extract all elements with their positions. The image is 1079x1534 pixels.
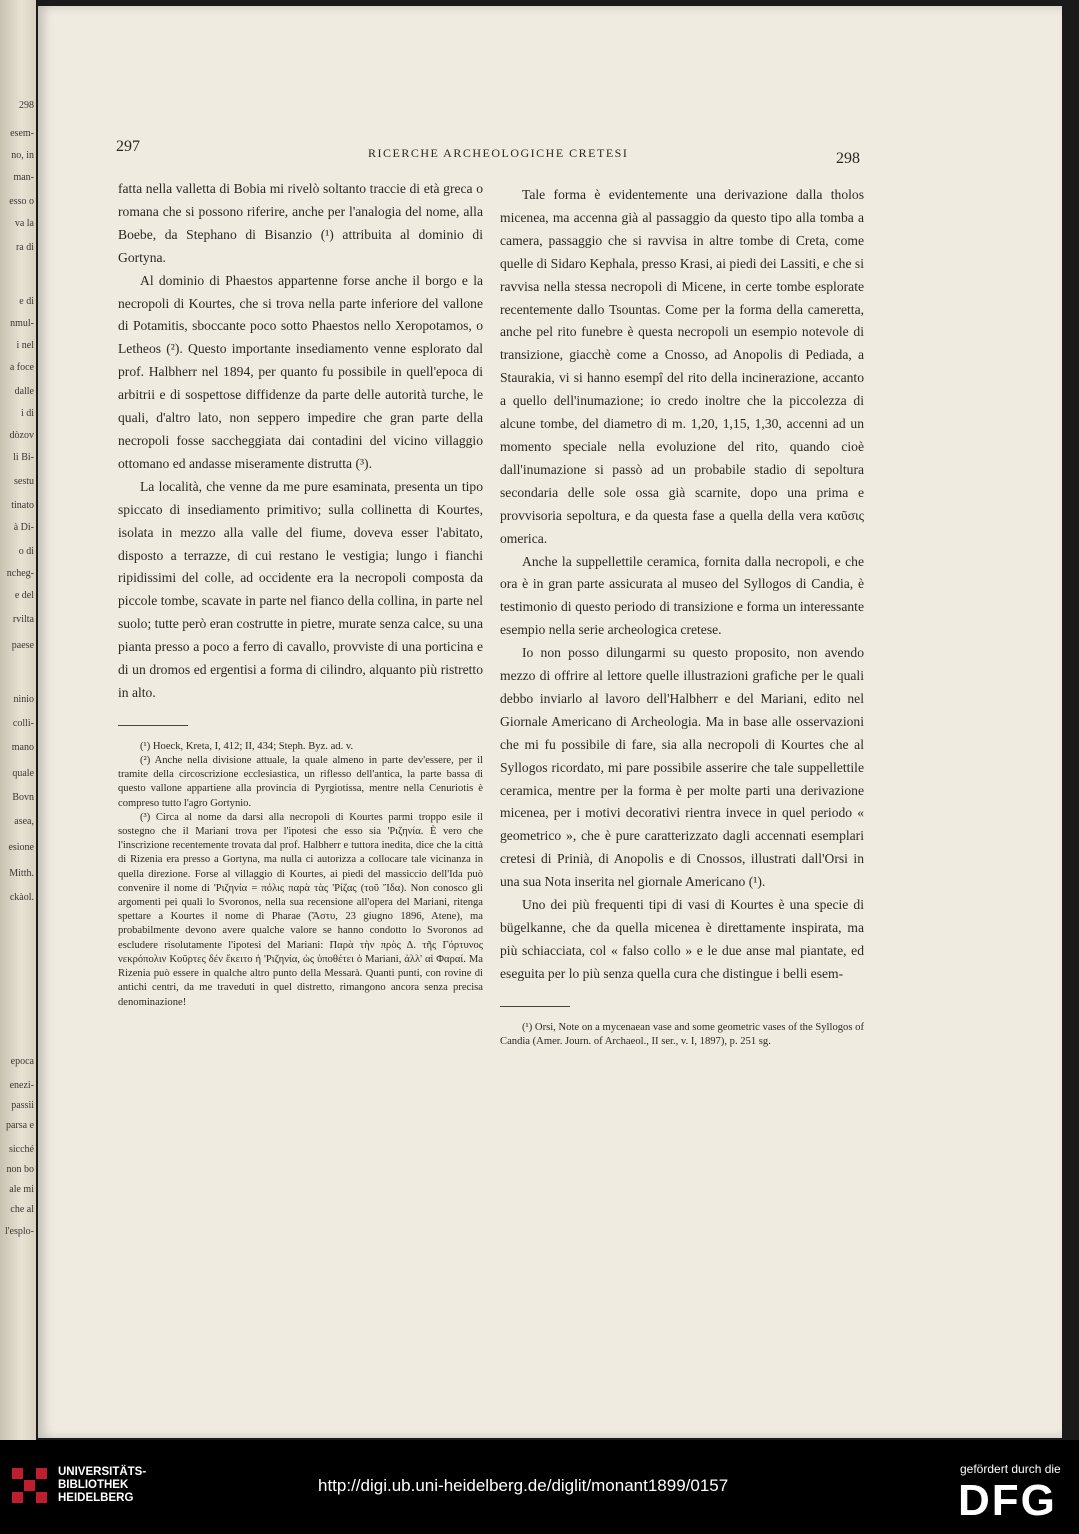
prev-page-fragment: à Di- bbox=[13, 522, 34, 533]
prev-page-fragment: i di bbox=[20, 408, 34, 419]
dfg-logo[interactable]: DFG bbox=[958, 1476, 1057, 1525]
funding-caption: gefördert durch die bbox=[960, 1462, 1061, 1476]
prev-page-fragment: Bovn bbox=[12, 792, 34, 803]
prev-page-fragment: paese bbox=[11, 640, 34, 651]
paragraph: Io non posso dilungarmi su questo proposito, non avendo mezzo di offrire al lettore quelle illustrazioni grafiche per le quali debbo inviarlo al lavoro dell'Halbherr e del Mariani, edito nel Giornale Americano di Archeologia. Ma in base alle osservazioni che mi fu possibile di fare, sia alla necropoli di Kourtes che al Syllogos ricordato, mi pare possibile asserire che tale suppellettile ceramica, mentre per la forma è per molte parti una derivazione micenea, per i motivi decorativi rientra invece in quel periodo « geometrico », che è pure caratterizzato dagli accennati esemplari cretesi di Prinià, di Anopolis e di Cnossos, illustrati dall'Orsi in una sua Nota inserita nel giornale Americano (¹). bbox=[500, 645, 864, 890]
right-page-number: 298 bbox=[836, 150, 860, 167]
running-head: RICERCHE ARCHEOLOGICHE CRETESI bbox=[368, 146, 629, 160]
footnote: (¹) Orsi, Note on a mycenaean vase and some geometric vases of the Syllogos of Candia (Amer. Journ. of Archaeol., II ser., v. I, 1897), p. 251 sg. bbox=[500, 1021, 864, 1047]
library-logo[interactable] bbox=[12, 1466, 146, 1505]
left-page-number: 297 bbox=[116, 138, 140, 155]
prev-page-fragment: ncheg- bbox=[6, 568, 34, 579]
prev-page-fragment: quale bbox=[12, 768, 34, 779]
right-column bbox=[500, 184, 864, 1049]
permalink-url[interactable]: http://digi.ub.uni-heidelberg.de/diglit/monant1899/0157 bbox=[318, 1476, 729, 1495]
prev-page-fragment: o di bbox=[18, 546, 34, 557]
prev-page-fragment: asea, bbox=[14, 816, 34, 827]
footnote-rule bbox=[500, 1006, 570, 1007]
prev-page-fragment: dalle bbox=[14, 386, 34, 397]
prev-page-fragment: non bo bbox=[6, 1164, 34, 1175]
footnote: (¹) Hoeck, Kreta, I, 412; II, 434; Steph. Byz. ad. v. bbox=[140, 740, 354, 752]
prev-page-fragment: Mitth. bbox=[9, 868, 34, 879]
prev-page-fragment: esem- bbox=[10, 128, 34, 139]
prev-page-fragment: li Bi- bbox=[13, 452, 34, 463]
prev-page-fragment: e del bbox=[14, 590, 34, 601]
paragraph: La località, che venne da me pure esaminata, presenta un tipo spiccato di insediamento primitivo; sulla collinetta di Kourtes, isolata in mezzo alla valle del fiume, doveva esser l'abitato, disposto a terrazze, di cui restano le vestigia; lungo i fianchi ripidissimi del colle, ad occidente era la necropoli composta da piccole tombe, scavate in parte nel fianco della collina, in parte nel suolo; tutte però eran costrutte in pietre, murate senza calce, su una pianta presso a poco a ferro di cavallo, provviste di una porticina e di un dromos ed ergentisi a forma di cilindro, alquanto più ristretto in alto. bbox=[118, 478, 484, 700]
prev-page-fragment: passii bbox=[11, 1100, 34, 1111]
prev-page-fragment: epoca bbox=[10, 1056, 34, 1067]
left-column bbox=[118, 178, 483, 1010]
page-header bbox=[38, 134, 1062, 167]
prev-page-fragment: rvilta bbox=[12, 614, 34, 625]
prev-page-fragment: mano bbox=[11, 742, 34, 753]
prev-page-fragment: nmul- bbox=[10, 318, 34, 329]
previous-page-edge bbox=[0, 0, 36, 1440]
prev-page-fragment: ninio bbox=[13, 694, 34, 705]
prev-page-fragment: ra di bbox=[15, 242, 34, 253]
prev-page-fragment: l'esplo- bbox=[4, 1226, 34, 1237]
prev-page-fragment: ale mi bbox=[9, 1184, 34, 1195]
prev-page-fragment: colli- bbox=[12, 718, 34, 729]
footnote-rule bbox=[118, 725, 188, 726]
prev-page-fragment: parsa e bbox=[5, 1120, 34, 1131]
prev-page-fragment: dòzov bbox=[9, 430, 34, 441]
prev-page-fragment: e di bbox=[19, 296, 34, 307]
library-name: UNIVERSITÄTS- BIBLIOTHEK HEIDELBERG bbox=[58, 1466, 147, 1504]
book-page bbox=[38, 6, 1062, 1438]
prev-page-fragment: va la bbox=[14, 218, 34, 229]
prev-page-fragment: man- bbox=[13, 172, 34, 183]
ub-logo-icon bbox=[12, 1468, 48, 1504]
prev-page-fragment: esso o bbox=[9, 196, 34, 207]
footnote: (³) Circa al nome da darsi alla necropoli di Kourtes parmi troppo esile il sostegno che il Mariani trova per l'ipotesi che esso sia 'Ριζηνία. È vero che l'inscrizione recentemente trovata dal prof. Halbherr e tuttora inedita, dice che la città di Rizenia era presso a Gortyna, ma nulla ci autorizza a collocare tale vicinanza in quella direzione. Forse al villaggio di Kourtes, ai piedi del massiccio dell'Ida può convenire il nome di 'Ριζηνία = πόλις παρὰ τὰς 'Ρίζας (τοῦ Ἴδα). Non conosco gli argomenti pei quali lo Svoronos, nella sua recensione all'opera del Mariani, ritenga spettare a Kourtes il nome di Pharae (Ἄστυ, 23 giugno 1896, Atene), ma probabilmente devono avere qualche valore se hanno condotto lo Svoronos ad escludere risolutamente l'ipotesi del Mariani: Παρὰ τὴν πρὸς Δ. τῆς Γόρτυνος νεκρόπολιν Κοῦρτες δέν ἔκειτο ἡ 'Ριζηνία, ὡς ὑποθέτει ὁ Mariani, ἀλλ' αἱ Φαραί. Ma Rizenia può essere in qualche altro punto della Messarà. Quanti punti, con rovine di antichi centri, da me traveduti in quel distretto, rimangono ancora senza precisa denominazione! bbox=[118, 811, 483, 1008]
prev-page-fragment: enezi- bbox=[9, 1080, 34, 1091]
paragraph: Tale forma è evidentemente una derivazione dalla tholos micenea, ma accenna già al passaggio da questo tipo alla tomba a camera, passaggio che si ravvisa in altre tombe di Creta, come quelle di Sidaro Kephala, presso Krasi, ai piedi dei Lassiti, e che si ravvisa nella stessa necropoli di Micene, in certe tombe esplorate recentemente dallo Tsountas. Come per la forma della cameretta, anche pel rito funebre è questa necropoli un esempio notevole di transizione, giacchè come a Cnosso, ad Anopolis di Pediada, a Staurakia, vi si hanno esempî del rito della incinerazione, accanto a quello dell'inumazione; io credo inoltre che la piccolezza di alcune tombe, del diametro di m. 1,20, 1,15, 1,30, accenni ad un momento speciale nella evoluzione del rito, quando cioè dall'inumazione si passò ad un probabile stadio di sepoltura secondaria delle sole ossa già scarnite, dopo una prima e provvisoria sepoltura, e da questa fase a quella della vera καῦσις omerica. bbox=[500, 187, 864, 546]
paragraph: Anche la suppellettile ceramica, fornita dalla necropoli, e che ora è in gran parte assicurata al museo del Syllogos di Candia, è testimonio di questo periodo di transizione e forma un interessante esempio nella serie archeologica cretese. bbox=[500, 553, 864, 638]
paragraph: Al dominio di Phaestos appartenne forse anche il borgo e la necropoli di Kourtes, che si trova nella parte inferiore del vallone di Potamitis, sboccante poco sotto Phaestos nello Xeropotamos, o Letheos (²). Questo importante insediamento venne esplorato dal prof. Halbherr nel 1894, per quanto fu possibile in quell'epoca di arbitrii e di sospettose diffidenze da parte delle autorità turche, le quali, d'altro lato, non seppero impedire che gran parte della necropoli fosse saccheggiata dai contadini del vicino villaggio ottomano ed andasse miseramente distrutta (³). bbox=[118, 272, 483, 471]
prev-page-fragment: 298 bbox=[19, 100, 34, 111]
prev-page-fragment: sicché bbox=[9, 1144, 34, 1155]
prev-page-fragment: esione bbox=[8, 842, 34, 853]
prev-page-fragment: i nel bbox=[16, 340, 34, 351]
paragraph: fatta nella valletta di Bobia mi rivelò soltanto traccie di età greca o romana che si possono riferire, anche per l'analogia del nome, alla Boebe, da Stephano di Bisanzio (¹) attribuita al dominio di Gortyna. bbox=[118, 181, 483, 265]
footnote: (²) Anche nella divisione attuale, la quale almeno in parte dev'essere, per il tramite della circoscrizione ecclesiastica, un riflesso dell'antica, la parte bassa di questo vallone appartiene alla provincia di Pyrgiotissa, mentre nella Cenuriotis è compreso tutto l'agro Gortynio. bbox=[118, 755, 483, 809]
prev-page-fragment: che al bbox=[10, 1204, 34, 1215]
prev-page-fragment: no, in bbox=[11, 150, 34, 161]
paragraph: Uno dei più frequenti tipi di vasi di Kourtes è una specie di bügelkanne, che da quella micenea è direttamente inspirata, ma più schiacciata, col « falso collo » e le due anse mal piantate, ed eseguita per lo più senza quella cura che distingue i belli esem- bbox=[500, 897, 864, 981]
prev-page-fragment: tinato bbox=[11, 500, 34, 511]
prev-page-fragment: ckàol. bbox=[9, 892, 34, 903]
prev-page-fragment: sestu bbox=[14, 476, 34, 487]
prev-page-fragment: a foce bbox=[9, 362, 34, 373]
